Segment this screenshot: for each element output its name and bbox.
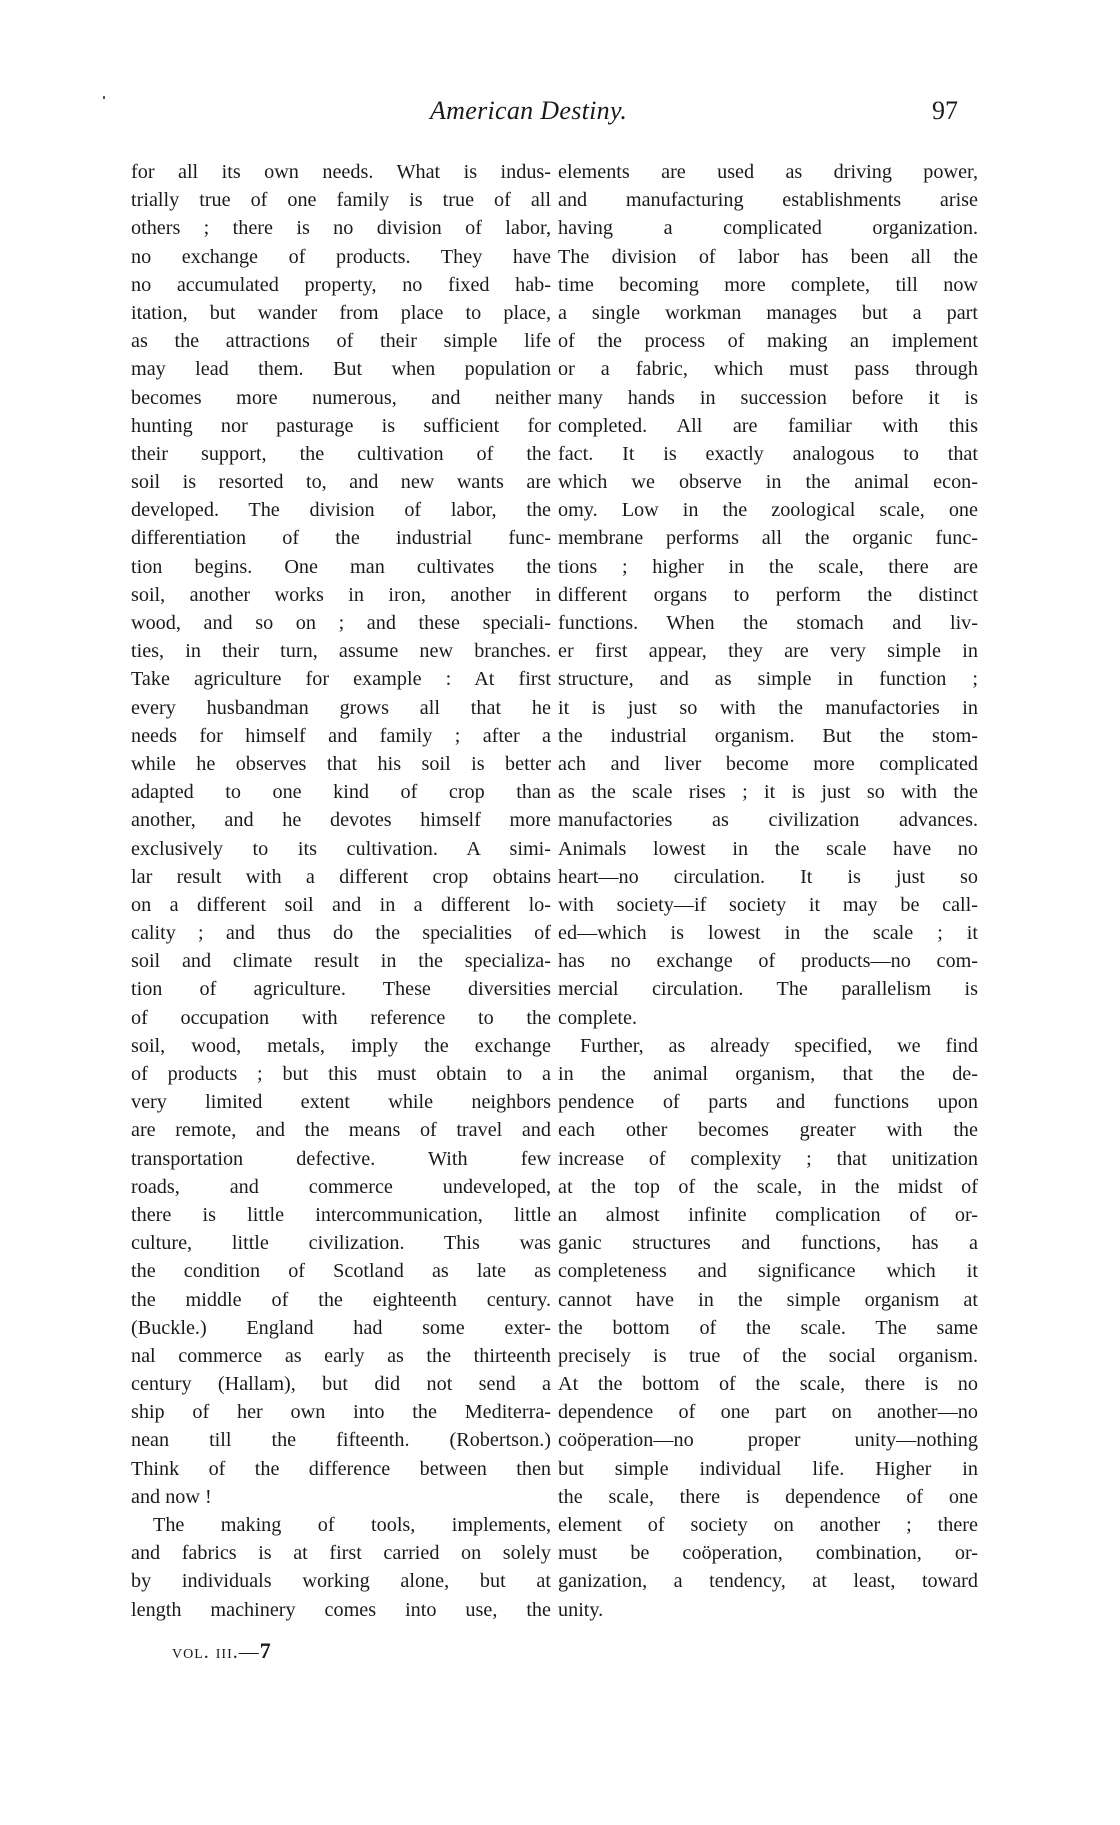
text-line: ganic structures and functions, has a <box>558 1232 978 1255</box>
text-line: mercial circulation. The parallelism is <box>558 978 978 1001</box>
text-line: wood, and so on ; and these speciali- <box>131 612 551 634</box>
text-line: must be coöperation, combination, or- <box>558 1542 978 1565</box>
text-line: pendence of parts and functions upon <box>558 1091 978 1114</box>
text-line: century (Hallam), but did not send a <box>131 1373 551 1396</box>
text-line: and fabrics is at first carried on solely <box>131 1542 551 1565</box>
text-line: and manufacturing establishments arise <box>558 189 978 212</box>
text-line: differentiation of the industrial func- <box>131 527 551 550</box>
text-line: each other becomes greater with the <box>558 1119 978 1142</box>
text-line: completed. All are familiar with this <box>558 414 978 437</box>
signature-volume: vol. iii.— <box>172 1641 260 1663</box>
text-line: very limited extent while neighbors <box>131 1091 551 1114</box>
signature-number: 7 <box>259 1638 272 1663</box>
text-line: At the bottom of the scale, there is no <box>558 1373 978 1396</box>
running-header <box>0 96 1120 132</box>
text-line: as the scale rises ; it is just so with the <box>558 781 978 804</box>
text-line: The division of labor has been all the <box>558 245 978 268</box>
text-line: an almost infinite complication of or- <box>558 1203 978 1226</box>
text-line: ed—which is lowest in the scale ; it <box>558 922 978 945</box>
text-line: no exchange of products. They have <box>131 245 551 268</box>
text-line: for all its own needs. What is indus- <box>131 161 551 183</box>
text-line: of products ; but this must obtain to a <box>131 1063 551 1085</box>
running-title: American Destiny. <box>430 96 628 125</box>
text-line: Think of the difference between then <box>131 1457 551 1480</box>
right-text-column <box>558 158 978 1624</box>
text-line: as the attractions of their simple life <box>131 330 551 353</box>
text-line: every husbandman grows all that he <box>131 696 551 719</box>
text-line: there is little intercommunication, little <box>131 1203 551 1226</box>
text-line: a single workman manages but a part <box>558 301 978 324</box>
text-line: Animals lowest in the scale have no <box>558 837 978 860</box>
text-line: soil is resorted to, and new wants are <box>131 471 551 494</box>
text-line: soil and climate result in the specializa- <box>131 950 551 973</box>
text-line: many hands in succession before it is <box>558 386 978 409</box>
text-line: adapted to one kind of crop than <box>131 781 551 804</box>
text-line: tion of agriculture. These diversities <box>131 978 551 1001</box>
text-line: dependence of one part on another—no <box>558 1401 978 1424</box>
text-line: cannot have in the simple organism at <box>558 1288 978 1311</box>
text-line: developed. The division of labor, the <box>131 499 551 522</box>
text-line: (Buckle.) England had some exter- <box>131 1316 551 1339</box>
text-line: may lead them. But when population <box>131 358 551 381</box>
text-line: the bottom of the scale. The same <box>558 1316 978 1339</box>
text-line: roads, and commerce undeveloped, <box>131 1175 551 1198</box>
text-line: ganization, a tendency, at least, toward <box>558 1570 978 1593</box>
text-line: omy. Low in the zoological scale, one <box>558 499 978 522</box>
text-line: the scale, there is dependence of one <box>558 1485 978 1508</box>
text-line: the middle of the eighteenth century. <box>131 1288 551 1311</box>
text-line: it is just so with the manufactories in <box>558 696 978 719</box>
text-line: length machinery comes into use, the <box>131 1598 551 1621</box>
text-line: having a complicated organization. <box>558 217 978 240</box>
text-line: are remote, and the means of travel and <box>131 1119 551 1142</box>
text-line: another, and he devotes himself more <box>131 809 551 832</box>
text-line: needs for himself and family ; after a <box>131 724 551 747</box>
text-line: different organs to perform the distinct <box>558 583 978 606</box>
text-line: ach and liver become more complicated <box>558 752 978 775</box>
text-line: others ; there is no division of labor, <box>131 217 551 240</box>
text-line: Take agriculture for example : At first <box>131 668 551 691</box>
text-line: complete. <box>558 1006 638 1029</box>
text-line: by individuals working alone, but at <box>131 1570 551 1593</box>
text-line: has no exchange of products—no com- <box>558 950 978 973</box>
text-line: on a different soil and in a different lo- <box>131 893 551 916</box>
text-line: soil, wood, metals, imply the exchange <box>131 1034 551 1057</box>
text-line: tions ; higher in the scale, there are <box>558 555 978 578</box>
text-line: time becoming more complete, till now <box>558 273 978 296</box>
text-line: Further, as already specified, we find <box>580 1034 978 1057</box>
text-line: of occupation with reference to the <box>131 1006 551 1029</box>
text-line: functions. When the stomach and liv- <box>558 612 978 634</box>
text-line: completeness and significance which it <box>558 1260 978 1283</box>
text-line: hunting nor pasturage is sufficient for <box>131 414 551 437</box>
page-number: 97 <box>932 96 958 125</box>
text-line: in the animal organism, that the de- <box>558 1063 978 1085</box>
text-line: element of society on another ; there <box>558 1514 978 1536</box>
text-line: of the process of making an implement <box>558 330 978 353</box>
text-line: their support, the cultivation of the <box>131 442 551 465</box>
text-line: exclusively to its cultivation. A simi- <box>131 837 551 860</box>
text-line: while he observes that his soil is better <box>131 752 551 775</box>
text-line: ship of her own into the Mediterra- <box>131 1401 551 1424</box>
text-line: fact. It is exactly analogous to that <box>558 442 978 465</box>
text-line: cality ; and thus do the specialities of <box>131 922 551 945</box>
text-line: heart—no circulation. It is just so <box>558 865 978 888</box>
text-line: but simple individual life. Higher in <box>558 1457 978 1480</box>
text-line: coöperation—no proper unity—nothing <box>558 1429 978 1452</box>
text-line: unity. <box>558 1598 604 1621</box>
left-text-column <box>131 158 551 1624</box>
text-line: the industrial organism. But the stom- <box>558 724 978 747</box>
text-line: or a fabric, which must pass through <box>558 358 978 381</box>
text-line: the condition of Scotland as late as <box>131 1260 551 1283</box>
text-line: lar result with a different crop obtains <box>131 865 551 888</box>
text-line: er first appear, they are very simple in <box>558 640 978 663</box>
text-line: no accumulated property, no fixed hab- <box>131 273 551 296</box>
text-line: ties, in their turn, assume new branches. <box>131 640 551 663</box>
text-line: which we observe in the animal econ- <box>558 471 978 494</box>
text-line: manufactories as civilization advances. <box>558 809 978 832</box>
text-line: itation, but wander from place to place, <box>131 301 551 324</box>
text-line: nean till the fifteenth. (Robertson.) <box>131 1429 551 1452</box>
text-line: transportation defective. With few <box>131 1147 551 1170</box>
text-line: The making of tools, implements, <box>153 1514 551 1536</box>
text-line: culture, little civilization. This was <box>131 1232 551 1255</box>
text-line: increase of complexity ; that unitization <box>558 1147 978 1170</box>
text-line: tion begins. One man cultivates the <box>131 555 551 578</box>
text-line: at the top of the scale, in the midst of <box>558 1175 978 1198</box>
text-line: and now ! <box>131 1485 212 1508</box>
text-line: elements are used as driving power, <box>558 161 978 183</box>
text-line: nal commerce as early as the thirteenth <box>131 1344 551 1367</box>
text-line: precisely is true of the social organism. <box>558 1344 978 1367</box>
text-line: trially true of one family is true of all <box>131 189 551 212</box>
signature-mark <box>172 1638 272 1664</box>
text-line: membrane performs all the organic func- <box>558 527 978 550</box>
text-line: becomes more numerous, and neither <box>131 386 551 409</box>
text-line: soil, another works in iron, another in <box>131 583 551 606</box>
text-line: with society—if society it may be call- <box>558 893 978 916</box>
text-line: structure, and as simple in function ; <box>558 668 978 691</box>
